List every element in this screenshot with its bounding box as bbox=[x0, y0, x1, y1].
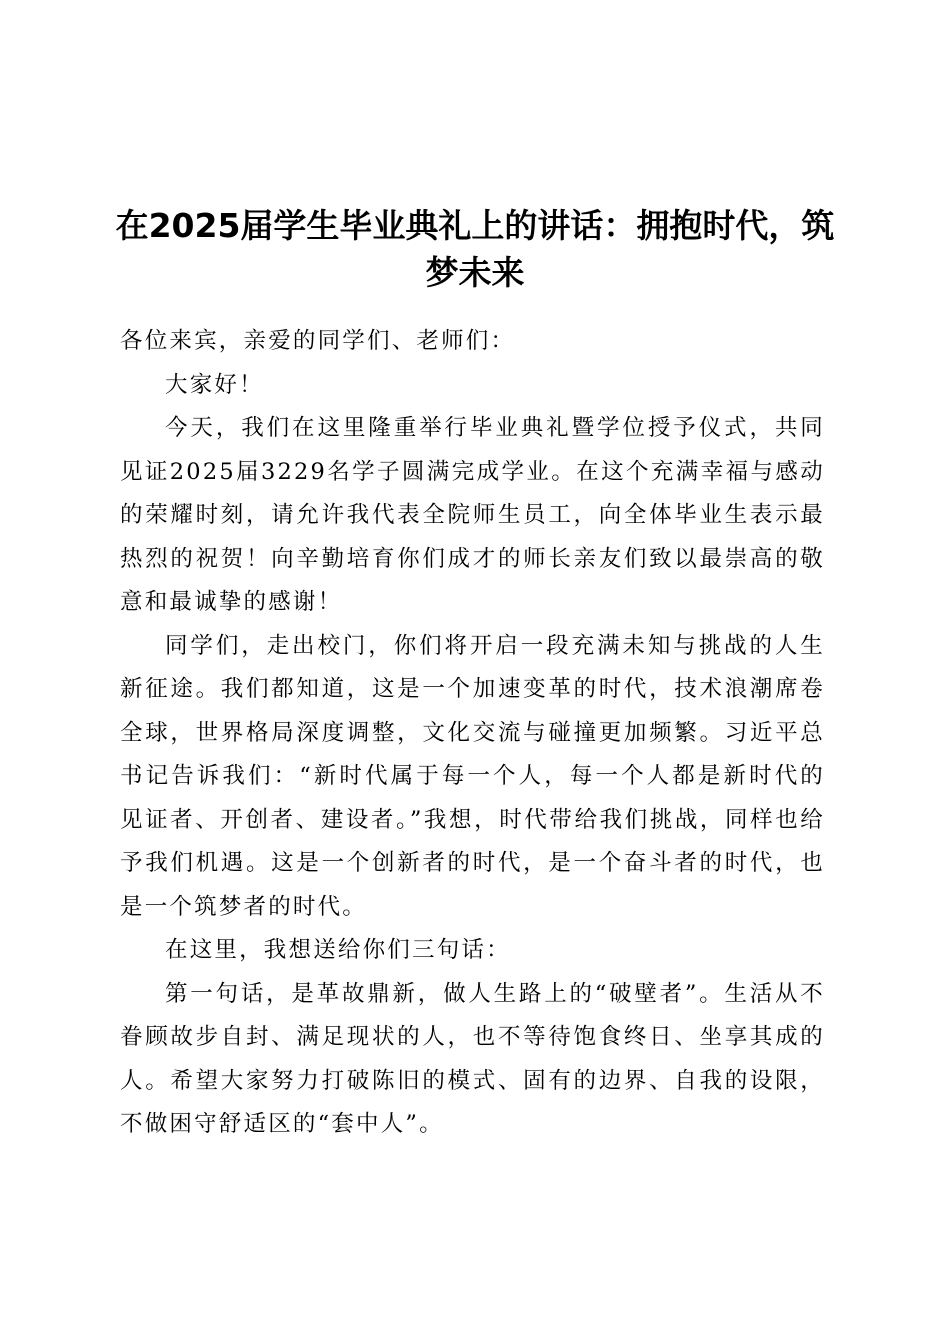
paragraph-new-era: 同学们，走出校门，你们将开启一段充满未知与挑战的人生新征途。我们都知道，这是一个加速变革的时代，技术浪潮席卷全球，世界格局深度调整，文化交流与碰撞更加频繁。习近平总书记告诉我们：“新时代属于每一个人，每一个人都是新时代的见证者、开创者、建设者。”我想，时代带给我们挑战，同样也给予我们机遇。这是一个创新者的时代，是一个奋斗者的时代，也是一个筑梦者的时代。 bbox=[120, 632, 825, 920]
paragraph-first-word: 第一句话，是革故鼎新，做人生路上的“破壁者”。生活从不眷顾故步自封、满足现状的人，也不等待饱食终日、坐享其成的人。希望大家努力打破陈旧的模式、固有的边界、自我的设限，不做困守舒适区的“套中人”。 bbox=[120, 980, 825, 1137]
paragraph-greeting: 大家好！ bbox=[165, 371, 264, 398]
salutation: 各位来宾，亲爱的同学们、老师们： bbox=[120, 328, 516, 354]
paragraph-three-words: 在这里，我想送给你们三句话： bbox=[165, 937, 511, 963]
paragraph-ceremony: 今天，我们在这里隆重举行毕业典礼暨学位授予仪式，共同见证2025届3229名学子圆满完成学业。在这个充满幸福与感动的荣耀时刻，请允许我代表全院师生员工，向全体毕业生表示最热烈的祝贺！向辛勤培育你们成才的师长亲友们致以最崇高的敬意和最诚挚的感谢！ bbox=[120, 415, 825, 615]
document-body bbox=[120, 320, 825, 1147]
document-title: 在2025届学生毕业典礼上的讲话：拥抱时代，筑梦未来 bbox=[115, 206, 835, 293]
